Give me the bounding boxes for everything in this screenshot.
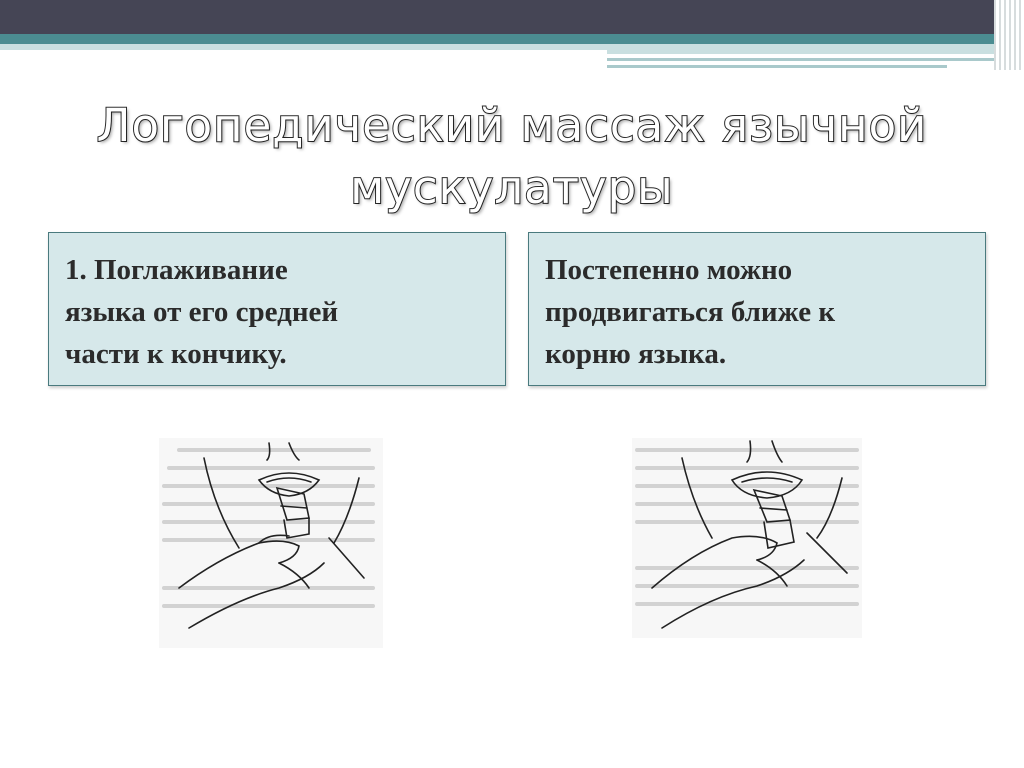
header-band-teal bbox=[0, 34, 1024, 44]
header-accent-line bbox=[607, 58, 1007, 61]
tongue-massage-illustration-icon bbox=[159, 438, 383, 648]
text-box-right: Постепенно можно продвигаться ближе к корню языка. bbox=[528, 232, 986, 386]
text-box-left: 1. Поглаживание языка от его средней части к кончику. bbox=[48, 232, 506, 386]
header-accent-line bbox=[607, 65, 947, 68]
header-band-light bbox=[0, 44, 607, 50]
corner-stripes bbox=[994, 0, 1024, 70]
slide-title: Логопедический массаж язычной мускулатуры bbox=[96, 99, 928, 214]
massage-illustration-right bbox=[632, 438, 862, 638]
header-band-light-right bbox=[607, 44, 1017, 54]
tongue-massage-illustration-icon bbox=[632, 438, 862, 638]
header-band-dark bbox=[0, 0, 1024, 34]
massage-illustration-left bbox=[159, 438, 383, 648]
